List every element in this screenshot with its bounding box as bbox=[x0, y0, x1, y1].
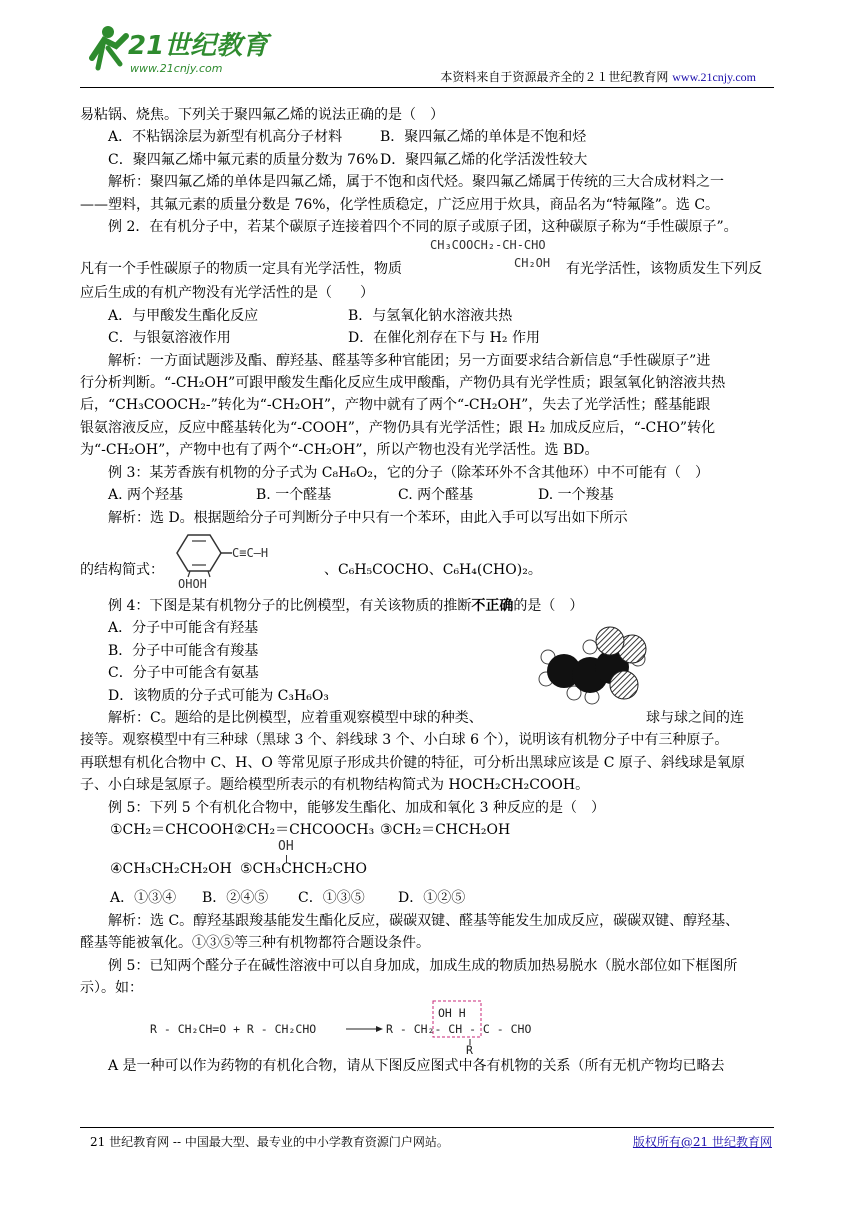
line-part: 解析：C。题给的是比例模型，应着重观察模型中球的种类、 bbox=[108, 709, 483, 726]
compound-3: ③CH₂＝CHCH₂OH bbox=[380, 821, 511, 838]
line: 醛基等能被氧化。①③⑤等三种有机物都符合题设条件。 bbox=[80, 935, 430, 952]
option-d: D．在催化剂存在下与 H₂ 作用 bbox=[348, 330, 540, 347]
option-c: C．与银氨溶液作用 bbox=[108, 330, 231, 347]
compounds-row bbox=[80, 841, 780, 881]
option-d: D. 一个羧基 bbox=[538, 487, 614, 504]
option-d: D．聚四氟乙烯的化学活泼性较大 bbox=[380, 151, 588, 168]
footer-copyright-link[interactable]: 版权所有@21 世纪教育网 bbox=[632, 1135, 772, 1149]
option-b: B．聚四氟乙烯的单体是不饱和烃 bbox=[380, 129, 587, 146]
line bbox=[80, 595, 780, 617]
chiral-line bbox=[80, 238, 780, 282]
option-d: D．该物质的分子式可能为 C₃H₆O₃ bbox=[108, 687, 329, 704]
logo bbox=[78, 18, 298, 84]
option-b: B．②④⑤ bbox=[202, 890, 269, 907]
reaction-box-label: OH H bbox=[438, 1006, 466, 1021]
option-b: B. 一个醛基 bbox=[256, 487, 332, 504]
line: 易粘锅、烧焦。下列关于聚四氟乙烯的说法正确的是（ ） bbox=[80, 107, 444, 123]
option-a: A．不粘锅涂层为新型有机高分子材料 bbox=[108, 129, 343, 146]
compound-1: ①CH₂＝CHCOOH bbox=[110, 821, 234, 838]
option-c: C. 两个醛基 bbox=[398, 487, 474, 504]
line: 、C₆H₅COCHO、C₆H₄(CHO)₂。 bbox=[324, 561, 542, 578]
line: 解析：一方面试题涉及酯、醇羟基、醛基等多种官能团；另一方面要求结合新信息“手性碳原子”进 bbox=[108, 352, 711, 369]
document-body bbox=[80, 104, 780, 1078]
footer-divider bbox=[80, 1127, 774, 1128]
example4-options bbox=[80, 617, 780, 707]
line: 为“-CH₂OH”，产物中也有了两个“-CH₂OH”，所以产物也没有光学活性。选 BD。 bbox=[80, 442, 599, 459]
options-row bbox=[80, 887, 780, 909]
header-divider bbox=[80, 87, 774, 88]
line: ——塑料，其氟元素的质量分数是 76%，化学性质稳定，广泛应用于炊具，商品名为“特氟隆”。选 C。 bbox=[80, 196, 720, 213]
option-a: A．①③④ bbox=[110, 890, 177, 907]
line: A 是一种可以作为药物的有机化合物，请从下图反应图式中各有机物的关系（所有无机产物均已略去 bbox=[108, 1058, 725, 1075]
line: 例 5：已知两个醛分子在碱性溶液中可以自身加成，加成生成的物质加热易脱水（脱水部位如下框图所 bbox=[108, 957, 738, 974]
options-row bbox=[80, 149, 780, 171]
options-row bbox=[80, 305, 780, 327]
chiral-formula-bottom: CH₂OH bbox=[514, 256, 551, 271]
line: 例 2．在有机分子中，若某个碳原子连接着四个不同的原子或原子团，这种碳原子称为“手性碳原子”。 bbox=[108, 219, 738, 236]
line: 解析：选 C。醇羟基跟羧基能发生酯化反应，碳碳双键、醛基等能发生加成反应，碳碳双键、醇羟基、 bbox=[108, 912, 740, 929]
line-part: 例 4：下图是某有机物分子的比例模型，有关该物质的推断 bbox=[108, 597, 472, 614]
line: 再联想有机化合物中 C、H、O 等常见原子形成共价键的特征，可分析出黑球应该是 C 原子、斜线球是氧原 bbox=[80, 754, 745, 771]
hydroxyl-groups: OHOH bbox=[178, 576, 207, 589]
options-row bbox=[80, 484, 780, 506]
line: 凡有一个手性碳原子的物质一定具有光学活性，物质 bbox=[80, 261, 402, 278]
emphasis-not-correct: 不正确 bbox=[471, 597, 514, 614]
option-c: C．聚四氟乙烯中氟元素的质量分数为 76% bbox=[108, 151, 379, 168]
header-note-text: 本资料来自于资源最齐全的２１世纪教育网 bbox=[440, 70, 669, 84]
compound-4: ④CH₃CH₂CH₂OH bbox=[110, 861, 232, 878]
header-note-url[interactable]: www.21cnjy.com bbox=[672, 70, 756, 84]
option-b: B．分子中可能含有羧基 bbox=[108, 642, 259, 659]
option-a: A. 两个羟基 bbox=[108, 487, 184, 504]
line-part: 球与球之间的连 bbox=[646, 709, 744, 726]
footer-text: 21 世纪教育网 -- 中国最大型、最专业的中小学教育资源门户网站。 bbox=[90, 1135, 449, 1149]
line: 解析：聚四氟乙烯的单体是四氟乙烯，属于不饱和卤代烃。聚四氟乙烯属于传统的三大合成材料之一 bbox=[108, 174, 724, 191]
options-row bbox=[80, 327, 780, 349]
reaction-equation bbox=[80, 999, 780, 1055]
line-part: 的是（ ） bbox=[513, 597, 584, 614]
hydroxyl-label: OH bbox=[278, 839, 294, 855]
compound-2: ②CH₂＝CHCOOCH₃ bbox=[234, 821, 375, 838]
option-a: A．分子中可能含有羟基 bbox=[108, 620, 259, 637]
line: 的结构简式： bbox=[80, 561, 164, 578]
structure-line bbox=[80, 529, 780, 591]
logo-text: 21世纪教育 bbox=[128, 31, 269, 61]
chiral-formula-top: CH₃COOCH₂-CH-CHO bbox=[430, 238, 546, 253]
compound-5: ⑤CH₃CHCH₂CHO bbox=[240, 861, 367, 878]
ball-model-image bbox=[528, 623, 658, 709]
line: 接等。观察模型中有三种球（黑球 3 个、斜线球 3 个、小白球 6 个），说明该有机物分子中有三种原子。 bbox=[80, 732, 729, 749]
logo-url: www.21cnjy.com bbox=[130, 62, 223, 75]
option-a: A．与甲酸发生酯化反应 bbox=[108, 307, 259, 324]
line: 行分析判断。“-CH₂OH”可跟甲酸发生酯化反应生成甲酸酯，产物仍具有光学性质；跟氢氧化钠溶液共热 bbox=[80, 375, 726, 392]
line bbox=[80, 707, 780, 729]
header-note bbox=[440, 68, 756, 85]
options-row bbox=[80, 126, 780, 148]
line: 子、小白球是氢原子。题给模型所表示的有机物结构简式为 HOCH₂CH₂COOH。 bbox=[80, 777, 590, 794]
benzene-structure bbox=[166, 529, 306, 589]
chiral-formula bbox=[430, 236, 550, 272]
line: 例 5：下列 5 个有机化合物中，能够发生酯化、加成和氧化 3 种反应的是（ ） bbox=[108, 799, 605, 816]
reaction-rhs: R - CH₂- CH - C - CHO bbox=[386, 1022, 532, 1037]
reaction-r: R bbox=[466, 1043, 473, 1056]
reaction-lhs: R - CH₂CH=O + R - CH₂CHO bbox=[150, 1022, 317, 1037]
line: 应后生成的有机产物没有光学活性的是（ ） bbox=[80, 285, 374, 302]
reaction-svg bbox=[150, 999, 570, 1055]
line: 解析：选 D。根据题给分子可判断分子中只有一个苯环，由此入手可以写出如下所示 bbox=[108, 509, 628, 526]
option-b: B．与氢氧化钠水溶液共热 bbox=[348, 307, 513, 324]
line: 有光学活性，该物质发生下列反 bbox=[566, 261, 762, 278]
option-c: C．分子中可能含有氨基 bbox=[108, 665, 259, 682]
option-d: D．①②⑤ bbox=[398, 890, 466, 907]
alkyne-group: C≡C—H bbox=[232, 545, 269, 560]
line: 后，“CH₃COOCH₂-”转化为“-CH₂OH”，产物中就有了两个“-CH₂OH”，失去了光学活性；醛基能跟 bbox=[80, 397, 711, 414]
compounds-row bbox=[80, 819, 780, 841]
line: 银氨溶液反应，反应中醛基转化为“-COOH”，产物仍具有光学活性；跟 H₂ 加成反应后，“-CHO”转化 bbox=[80, 419, 716, 436]
line: 示）。如： bbox=[80, 979, 143, 996]
line: 例 3：某芳香族有机物的分子式为 C₈H₆O₂，它的分子（除苯环外不含其他环）中不可能有（ ） bbox=[108, 464, 710, 481]
option-c: C．①③⑤ bbox=[298, 890, 365, 907]
